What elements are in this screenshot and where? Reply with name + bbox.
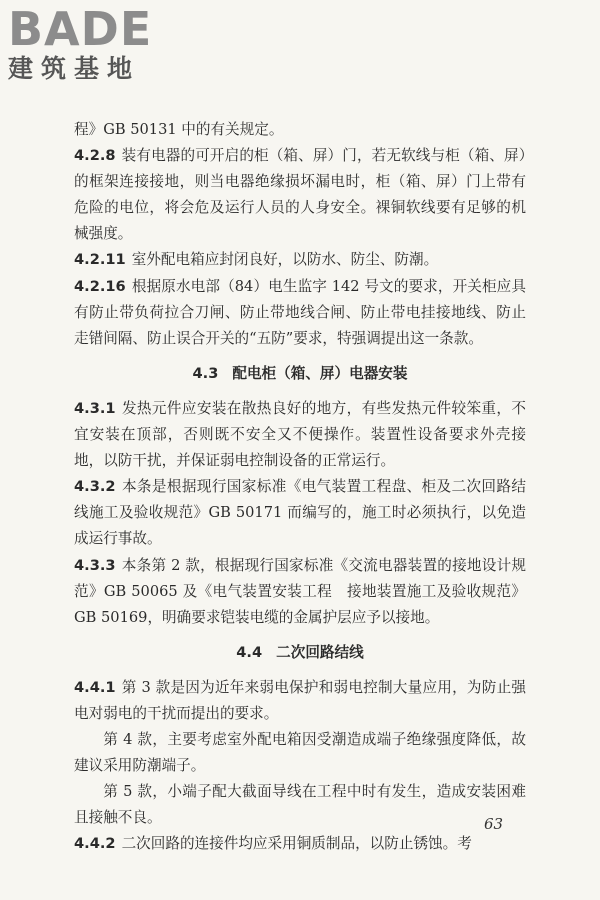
clause-4-3-1: [74, 396, 526, 474]
clause-text: 发热元件应安装在散热良好的地方，有些发热元件较笨重，不宜安装在顶部，否则既不安全又不便操作。装置性设备要求外壳接地，以防干扰，并保证弱电控制设备的正常运行。: [74, 399, 526, 470]
clause-4-4-1: [74, 675, 526, 727]
clause-text: 根据原水电部（84）电生监字 142 号文的要求，开关柜应具有防止带负荷拉合刀闸、防止带地线合闸、防止带电挂接地线、防止走错间隔、防止误合开关的“五防”要求，特强调提出这一条款。: [74, 277, 526, 347]
clause-4-2-11: [74, 247, 526, 273]
clause-4-4-1-item-5: 第 5 款，小端子配大截面导线在工程中时有发生，造成安装困难且接触不良。: [74, 783, 526, 827]
section-heading-4-3: 4.3 配电柜（箱、屏）电器安装: [192, 364, 408, 382]
logo-subtitle: 建筑基地: [8, 54, 141, 83]
clause-text: 室外配电箱应封闭良好，以防水、防尘、防潮。: [131, 251, 439, 269]
clause-4-4-1-item-4: 第 4 款，主要考虑室外配电箱因受潮造成端子绝缘强度降低，故建议采用防潮端子。: [74, 731, 526, 775]
clause-text: 本条第 2 款，根据现行国家标准《交流电器装置的接地设计规范》GB 50065 及《电气装置安装工程 接地装置施工及验收规范》GB 50169，明确要求铠装电缆的金属护层应予以接地。: [74, 556, 526, 626]
clause-number: 4.2.8: [74, 147, 116, 165]
clause-number: 4.4.1: [74, 678, 116, 696]
bade-logo: [8, 2, 183, 86]
clause-4-3-2: [74, 474, 526, 552]
logo-brand: BADE: [8, 2, 153, 56]
clause-4-4-2: [74, 831, 526, 857]
clause-number: 4.2.11: [74, 251, 126, 269]
clause-text: 二次回路的连接件均应采用铜质制品，以防止锈蚀。考: [121, 835, 472, 853]
clause-number: 4.3.3: [74, 556, 116, 574]
clause-number: 4.3.2: [74, 478, 116, 496]
clause-number: 4.3.1: [74, 399, 116, 417]
clause-text: 本条是根据现行国家标准《电气装置工程盘、柜及二次回路结线施工及验收规范》GB 50171 而编写的，施工时必须执行，以免造成运行事故。: [74, 478, 526, 548]
clause-4-2-8: [74, 143, 526, 247]
paragraph-continuation: 程》GB 50131 中的有关规定。: [74, 121, 284, 138]
clause-number: 4.2.16: [74, 277, 126, 295]
clause-number: 4.4.2: [74, 835, 116, 853]
clause-4-2-16: [74, 274, 526, 352]
clause-text: 装有电器的可开启的柜（箱、屏）门，若无软线与柜（箱、屏）的框架连接接地，则当电器绝缘损坏漏电时，柜（箱、屏）门上带有危险的电位，将会危及运行人员的人身安全。裸铜软线要有足够的机械强度。: [74, 147, 526, 243]
clause-text: 第 3 款是因为近年来弱电保护和弱电控制大量应用，为防止强电对弱电的干扰而提出的要求。: [74, 678, 526, 722]
section-heading-4-4: 4.4 二次回路结线: [236, 643, 364, 661]
clause-4-3-3: [74, 553, 526, 631]
page-number: 63: [484, 815, 504, 833]
page-content: [74, 117, 526, 858]
